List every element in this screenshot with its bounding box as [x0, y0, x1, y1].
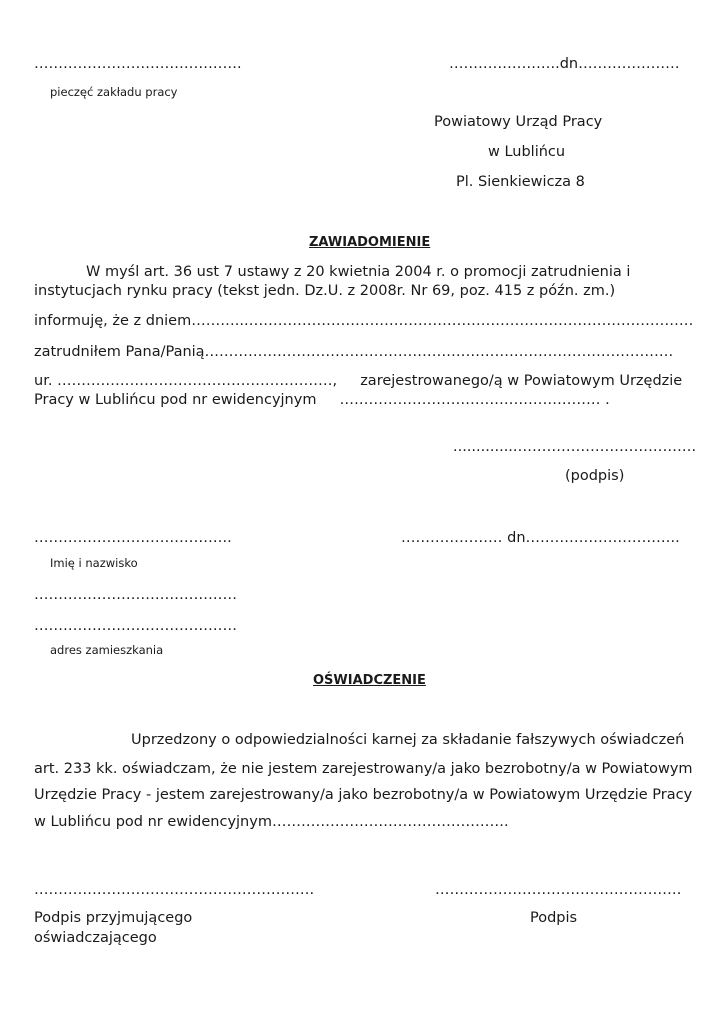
declarant-date-line: ………………… dn…………………………..: [401, 530, 680, 546]
stamp-dots: …………………………………….: [34, 56, 242, 72]
declarant-name-dots: …………………………………..: [34, 530, 232, 546]
footer-left-label-2: oświadczającego: [34, 930, 157, 946]
declarant-address-label: adres zamieszkania: [50, 643, 164, 657]
recipient-line-2: w Lublińcu: [488, 144, 566, 160]
declarant-address-dots-1: ……………………………………: [34, 587, 237, 603]
statement-line-1: Uprzedzony o odpowiedzialności karnej za składanie fałszywych oświadczeń: [131, 732, 685, 748]
statement-line-2: art. 233 kk. oświadczam, że nie jestem zarejestrowany/a jako bezrobotny/a w Powiatowym: [34, 761, 693, 777]
notice-signature-dots: ..............……………………………….: [453, 439, 697, 455]
stamp-label: pieczęć zakładu pracy: [50, 85, 178, 99]
notice-born-line: ur. …………………………………………………, zarejestrowanego/ą w Powiatowym Urzędzie Pracy w Lublińcu pod nr ewidencyjnym ……………………………………………… .: [34, 373, 687, 408]
recipient-line-3: Pl. Sienkiewicza 8: [456, 174, 585, 190]
footer-left-dots: ………………………………………………….: [34, 882, 315, 898]
footer-right-dots: ……………………………………………: [435, 882, 682, 898]
notice-title: ZAWIADOMIENIE: [309, 235, 431, 250]
notice-employed-line: zatrudniłem Pana/Panią…………………………………………………………………………………….: [34, 344, 674, 360]
declarant-address-dots-2: ……………………………………: [34, 618, 237, 634]
date-line-top: …………………..dn…………………: [449, 56, 680, 72]
footer-right-label: Podpis: [530, 910, 578, 926]
declarant-name-label: Imię i nazwisko: [50, 556, 138, 570]
statement-title: OŚWIADCZENIE: [313, 673, 426, 688]
statement-line-3: Urzędzie Pracy - jestem zarejestrowany/a jako bezrobotny/a w Powiatowym Urzędzie Pracy: [34, 787, 693, 803]
notice-signature-label: (podpis): [565, 468, 625, 484]
recipient-line-1: Powiatowy Urząd Pracy: [434, 114, 603, 130]
footer-left-label-1: Podpis przyjmującego: [34, 910, 193, 926]
statement-line-4: w Lublińcu pod nr ewidencyjnym………………………………………….: [34, 814, 509, 830]
notice-date-line: informuję, że z dniem………..…………………………………………………………………………………: [34, 313, 694, 329]
notice-intro: W myśl art. 36 ust 7 ustawy z 20 kwietnia 2004 r. o promocji zatrudnienia i instytucjach rynku pracy (tekst jedn. Dz.U. z 2008r. Nr 69, poz. 415 z późn. zm.): [34, 264, 631, 299]
